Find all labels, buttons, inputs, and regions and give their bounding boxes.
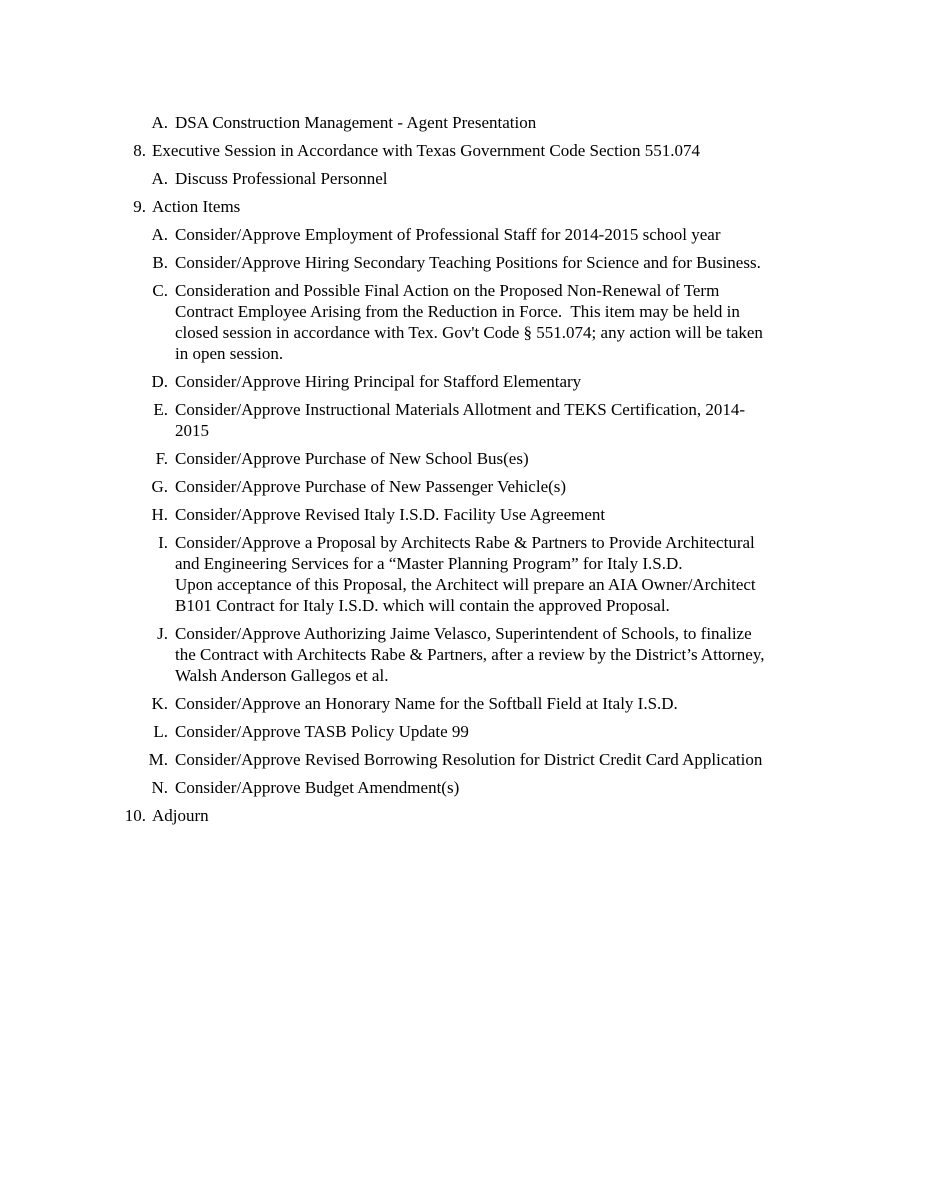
agenda-item	[0, 504, 927, 525]
item-text	[175, 749, 775, 770]
agenda-item	[0, 196, 927, 217]
item-paragraph: Consider/Approve Budget Amendment(s)	[175, 778, 460, 797]
item-paragraph: Consider/Approve Authorizing Jaime Velasco, Superintendent of Schools, to finalize the Contract with Architects Rabe & Partners, after a review by the District’s Attorney, Walsh Anderson Gallegos et al.	[175, 624, 769, 685]
item-text	[175, 476, 775, 497]
agenda-item	[0, 693, 927, 714]
item-text	[175, 168, 775, 189]
item-text	[175, 280, 775, 364]
agenda-item	[0, 168, 927, 189]
item-marker: L.	[153, 722, 168, 741]
item-text	[152, 805, 752, 826]
item-marker: 10.	[124, 806, 146, 825]
item-paragraph: Executive Session in Accordance with Texas Government Code Section 551.074	[152, 141, 701, 160]
item-marker: N.	[151, 778, 168, 797]
item-marker: K.	[151, 694, 168, 713]
item-paragraph: Consider/Approve TASB Policy Update 99	[175, 722, 469, 741]
agenda-item	[0, 532, 927, 616]
item-paragraph: Consider/Approve Hiring Secondary Teaching Positions for Science and for Business.	[175, 253, 761, 272]
agenda-item	[0, 448, 927, 469]
item-marker: A.	[151, 113, 168, 132]
item-marker: B.	[152, 253, 168, 272]
item-paragraph: Consider/Approve Purchase of New Passenger Vehicle(s)	[175, 477, 567, 496]
agenda-item	[0, 371, 927, 392]
agenda-item	[0, 805, 927, 826]
item-paragraph: Consideration and Possible Final Action on the Proposed Non-Renewal of Term Contract Employee Arising from the Reduction in Force. This item may be held in closed session in accordance with Tex. Gov't Code § 551.074; any action will be taken in open session.	[175, 281, 768, 363]
item-text	[175, 224, 775, 245]
item-text	[175, 448, 775, 469]
agenda-item	[0, 721, 927, 742]
item-text	[175, 112, 775, 133]
item-paragraph: Consider/Approve Revised Italy I.S.D. Facility Use Agreement	[175, 505, 606, 524]
item-marker: F.	[155, 449, 168, 468]
item-text	[152, 140, 752, 161]
item-marker: G.	[151, 477, 168, 496]
item-marker: C.	[152, 281, 168, 300]
item-marker: M.	[148, 750, 168, 769]
item-marker: D.	[151, 372, 168, 391]
item-paragraph: Consider/Approve Employment of Professional Staff for 2014-2015 school year	[175, 225, 721, 244]
item-marker: A.	[151, 169, 168, 188]
agenda-item	[0, 252, 927, 273]
item-marker: 8.	[133, 141, 146, 160]
item-paragraph: Consider/Approve an Honorary Name for the Softball Field at Italy I.S.D.	[175, 694, 678, 713]
agenda-item	[0, 399, 927, 441]
item-paragraph: Consider/Approve a Proposal by Architects Rabe & Partners to Provide Architectural and Engineering Services for a “Master Planning Program” for Italy I.S.D.	[175, 533, 760, 573]
item-paragraph: Consider/Approve Purchase of New School Bus(es)	[175, 449, 529, 468]
agenda-item	[0, 280, 927, 364]
item-text	[175, 399, 775, 441]
agenda-item	[0, 224, 927, 245]
item-paragraph: Action Items	[152, 197, 241, 216]
agenda-item	[0, 140, 927, 161]
item-paragraph: Consider/Approve Instructional Materials Allotment and TEKS Certification, 2014-2015	[175, 400, 746, 440]
agenda-list	[0, 112, 927, 826]
item-marker: A.	[151, 225, 168, 244]
item-paragraph: Discuss Professional Personnel	[175, 169, 388, 188]
item-marker: J.	[157, 624, 168, 643]
item-text	[175, 623, 775, 686]
item-text	[175, 693, 775, 714]
item-marker: 9.	[133, 197, 146, 216]
agenda-item	[0, 112, 927, 133]
item-text	[175, 504, 775, 525]
item-paragraph: Upon acceptance of this Proposal, the Architect will prepare an AIA Owner/Architect B101 Contract for Italy I.S.D. which will contain the approved Proposal.	[175, 575, 760, 615]
item-paragraph: Consider/Approve Revised Borrowing Resolution for District Credit Card Application	[175, 750, 763, 769]
agenda-item	[0, 777, 927, 798]
item-text	[152, 196, 752, 217]
item-paragraph: Consider/Approve Hiring Principal for Stafford Elementary	[175, 372, 582, 391]
item-marker: H.	[151, 505, 168, 524]
item-text	[175, 371, 775, 392]
item-marker: E.	[153, 400, 168, 419]
item-paragraph: Adjourn	[152, 806, 209, 825]
item-text	[175, 532, 775, 616]
item-text	[175, 252, 775, 273]
item-paragraph: DSA Construction Management - Agent Presentation	[175, 113, 537, 132]
item-text	[175, 777, 775, 798]
item-text	[175, 721, 775, 742]
item-marker: I.	[158, 533, 168, 552]
agenda-item	[0, 476, 927, 497]
agenda-item	[0, 749, 927, 770]
agenda-item	[0, 623, 927, 686]
